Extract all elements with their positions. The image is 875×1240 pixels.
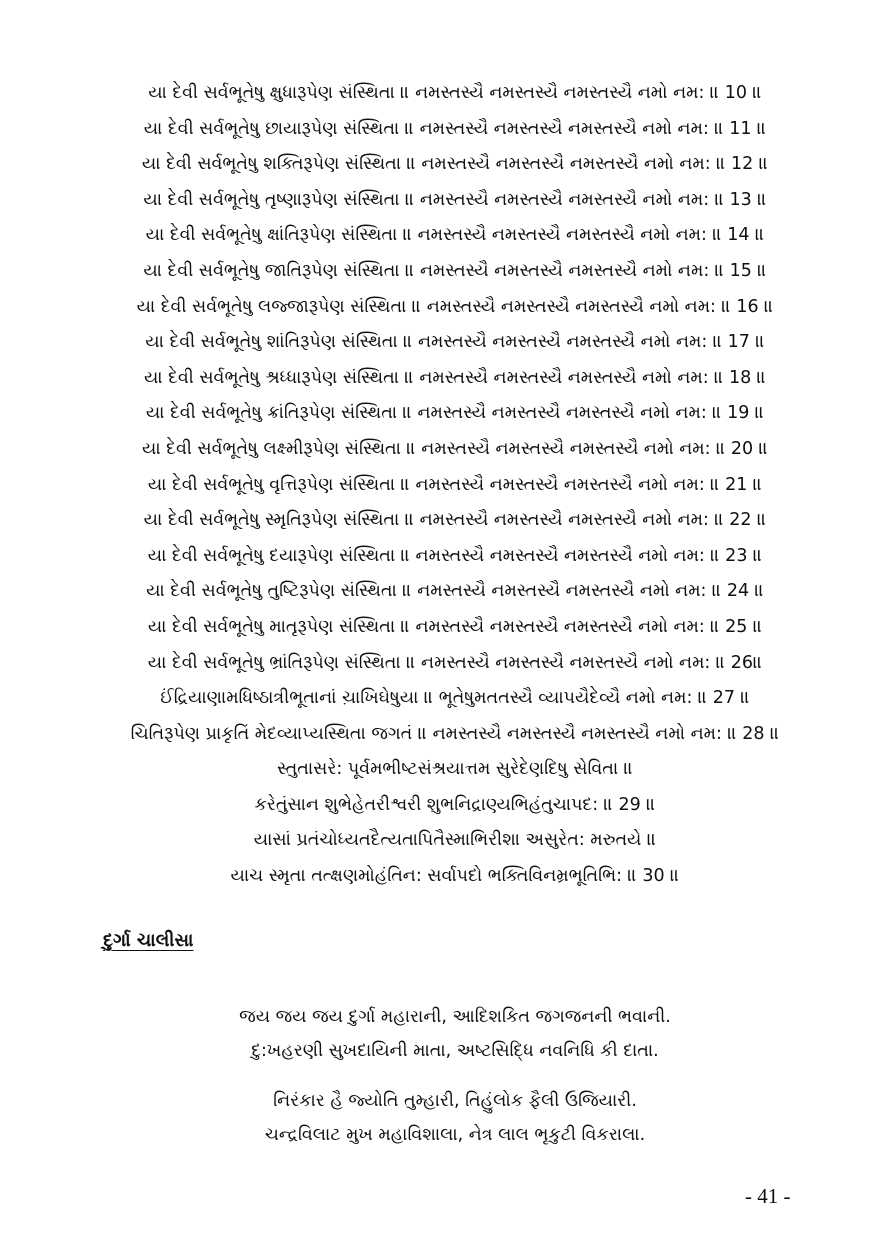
couplet-line: નિરંકાર હૈ જ્યોતિ તુમ્હારી, તિહુંલોક ફૈલી ઉજિયારી. xyxy=(273,1091,637,1111)
verse-line: સ્તુતાસરે: પૂર્વમભીષ્ટસંશ્રયાત્તમ સુરેદેણદિષુ સેવિતા ॥ xyxy=(276,759,633,780)
verse-line: યા દેવી સર્વભૂતેષુ તૃષ્ણારૂપેણ સંસ્થિતા ॥ નમસ્તસ્યૈ નમસ્તસ્યૈ નમસ્તસ્યૈ નમો નમ: ॥ 13 ॥ xyxy=(143,189,767,210)
verse-line: ઈંદ્રિયાણામધિષ્ઠાત્રીભૂતાનાં ચાખિ઼ઘેષુયા ॥ ભૂતેષુમતતસ્યૈ વ્યાપયૈદેવ્યૈ નમો નમ: ॥ 27 ॥ xyxy=(160,688,750,709)
verse-line: યા દેવી સર્વભૂતેષુ વૃત્તિરૂપેણ સંસ્થિતા ॥ નમસ્તસ્યૈ નમસ્તસ્યૈ નમસ્તસ્યૈ નમો નમ: ॥ 21 ॥ xyxy=(147,474,763,495)
verse-line: યા દેવી સર્વભૂતેષુ લજ્જારૂપેણ સંસ્થિતા ॥ નમસ્તસ્યૈ નમસ્તસ્યૈ નમસ્તસ્યૈ નમો નમ: ॥ 16 ॥ xyxy=(136,296,774,317)
verse-line: યા દેવી સર્વભૂતેષુ ભ્રાંતિરૂપેણ સંસ્થિતા ॥ નમસ્તસ્યૈ નમસ્તસ્યૈ નમસ્તસ્યૈ નમો નમ: ॥ 26॥ xyxy=(147,652,763,673)
verse-line: યા દેવી સર્વભૂતેષુ ક્ષાંતિરૂપેણ સંસ્થિતા ॥ નમસ્તસ્યૈ નમસ્તસ્યૈ નમસ્તસ્યૈ નમો નમ: ॥ 14 ॥ xyxy=(145,225,765,246)
verse-line: યા દેવી સર્વભૂતેષુ માતૃરૂપેણ સંસ્થિતા ॥ નમસ્તસ્યૈ નમસ્તસ્યૈ નમસ્તસ્યૈ નમો નમ: ॥ 25 ॥ xyxy=(147,616,763,637)
devi-stotra-block xyxy=(60,76,850,895)
page-number: - 41 - xyxy=(745,1184,791,1208)
verse-line: કરેતુંસાન શુભેહેતરીશ્વરી શુભનિદ્રાણ્યભિહંતુચાપદ: ॥ 29 ॥ xyxy=(254,794,656,815)
verse-line: યા દેવી સર્વભૂતેષુ લક્ષ્મીરૂપેણ સંસ્થિતા ॥ નમસ્તસ્યૈ નમસ્તસ્યૈ નમસ્તસ્યૈ નમો નમ: ॥ 20 ॥ xyxy=(142,438,768,459)
verse-line: યા દેવી સર્વભૂતેષુ શાંતિરૂપેણ સંસ્થિતા ॥ નમસ્તસ્યૈ નમસ્તસ્યૈ નમસ્તસ્યૈ નમો નમ: ॥ 17 ॥ xyxy=(145,332,765,353)
verse-line: યા દેવી સર્વભૂતેષુ શ્રધ્ધારૂપેણ સંસ્થિતા ॥ નમસ્તસ્યૈ નમસ્તસ્યૈ નમસ્તસ્યૈ નમો નમ: ॥ 18 ॥ xyxy=(143,367,767,388)
verse-line: યા દેવી સર્વભૂતેષુ ક્ષુધારૂપેણ સંસ્થિતા ॥ નમસ્તસ્યૈ નમસ્તસ્યૈ નમસ્તસ્યૈ નમો નમ: ॥ 10 ॥ xyxy=(148,83,762,103)
verse-line: યા દેવી સર્વભૂતેષુ ક્રાંતિરૂપેણ સંસ્થિતા ॥ નમસ્તસ્યૈ નમસ્તસ્યૈ નમસ્તસ્યૈ નમો નમ: ॥ 19 ॥ xyxy=(145,403,765,424)
couplet xyxy=(60,1084,850,1152)
couplet-line: દુ:ખહરણી સુખદાયિની માતા, અષ્ટસિદ્ધિ નવનિધિ કી દાતા. xyxy=(251,1041,659,1061)
chalisa-block xyxy=(60,1000,850,1168)
verse-line: યા દેવી સર્વભૂતેષુ તુષ્ટિરૂપેણ સંસ્થિતા ॥ નમસ્તસ્યૈ નમસ્તસ્યૈ નમસ્તસ્યૈ નમો નમ: ॥ 24 ॥ xyxy=(146,581,764,602)
verse-line: યા દેવી સર્વભૂતેષુ સ્મૃતિરૂપેણ સંસ્થિતા ॥ નમસ્તસ્યૈ નમસ્તસ્યૈ નમસ્તસ્યૈ નમો નમ: ॥ 22 ॥ xyxy=(143,510,767,531)
couplet xyxy=(60,1000,850,1068)
verse-line: યા દેવી સર્વભૂતેષુ છાયારૂપેણ સંસ્થિતા ॥ નમસ્તસ્યૈ નમસ્તસ્યૈ નમસ્તસ્યૈ નમો નમ: ॥ 11 ॥ xyxy=(143,118,767,139)
verse-line: યા દેવી સર્વભૂતેષુ શક્તિરૂપેણ સંસ્થિતા ॥ નમસ્તસ્યૈ નમસ્તસ્યૈ નમસ્તસ્યૈ નમો નમ: ॥ 12 ॥ xyxy=(141,154,769,175)
section-heading-durga-chalisa: દુર્ગા ચાલીસા xyxy=(103,930,194,951)
couplet-line: જય જય જય દુર્ગા મહારાની, આદિશકિત જગજનની ભવાની. xyxy=(239,1007,671,1027)
verse-line: યાસાં પ્રતંચોધ્યતદૈત્યતાપિતૈસ્માભિરીશા અસુરેત: મરુતયે ॥ xyxy=(253,830,657,851)
verse-line: ચિતિરૂપેણ પ્રાકૃતિં મેદવ્યાપ્યસ્થિતા જગતં ॥ નમસ્તસ્યૈ નમસ્તસ્યૈ નમસ્તસ્યૈ નમો નમ: ॥ 28 ॥ xyxy=(130,723,780,744)
verse-line: યા દેવી સર્વભૂતેષુ દયારૂપેણ સંસ્થિતા ॥ નમસ્તસ્યૈ નમસ્તસ્યૈ નમસ્તસ્યૈ નમો નમ: ॥ 23 ॥ xyxy=(147,545,763,566)
couplet-line: ચન્દ્રવિલાટ મુખ મહાવિશાલા, નેત્ર લાલ ભૃકુટી વિકરાલા. xyxy=(264,1125,646,1145)
verse-line: યાચ સ્મૃતા તત્ક્ષણમોહંતિન: સર્વાપદો ભક્તિવિનમ્રભૂતિભિ: ॥ 30 ॥ xyxy=(230,866,680,887)
verse-line: યા દેવી સર્વભૂતેષુ જાતિરૂપેણ સંસ્થિતા ॥ નમસ્તસ્યૈ નમસ્તસ્યૈ નમસ્તસ્યૈ નમો નમ: ॥ 15 ॥ xyxy=(143,260,767,281)
